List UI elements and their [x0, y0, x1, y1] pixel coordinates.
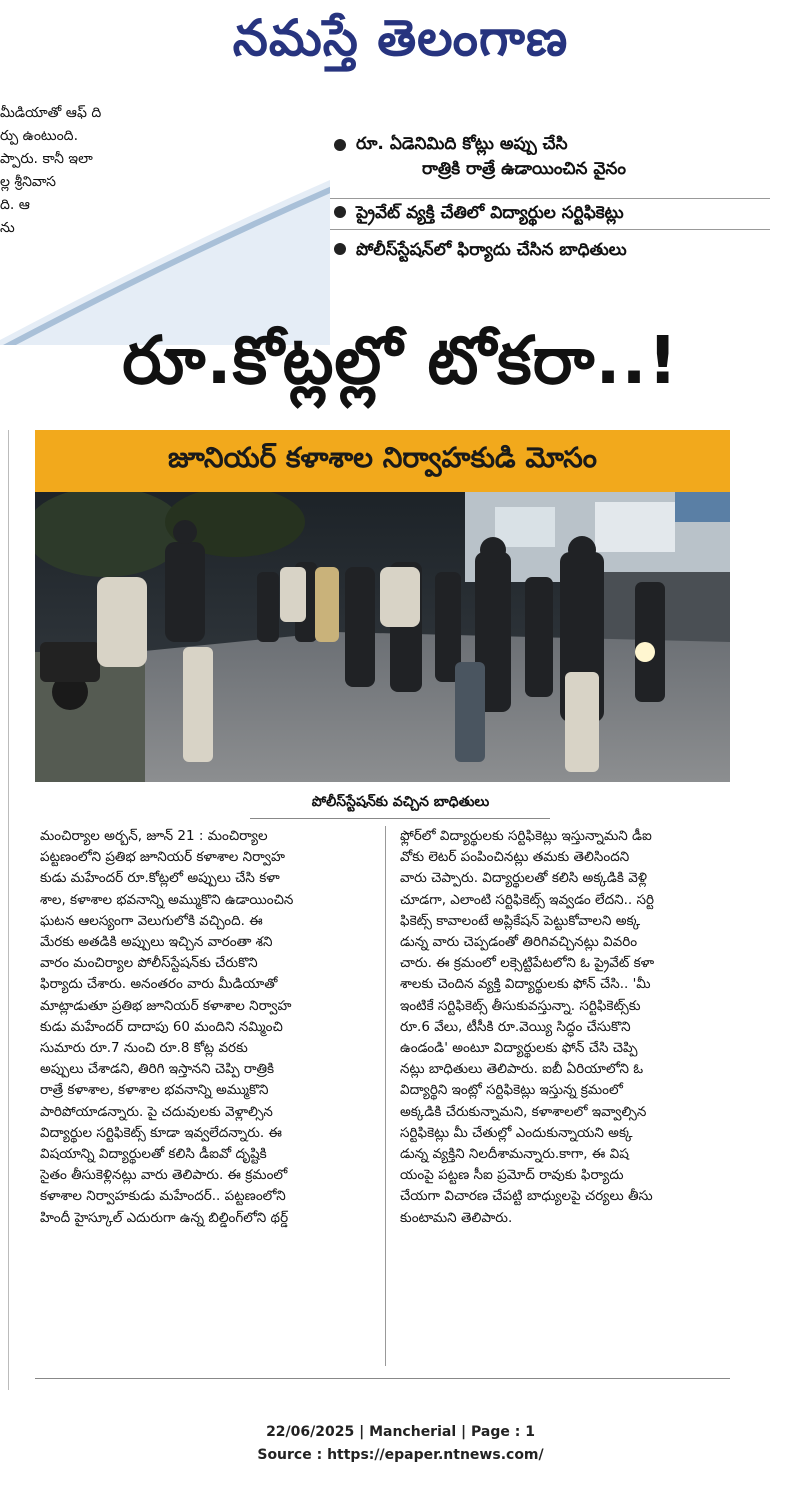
article-line: కుడు మహేందర్ రూ.కోట్లలో అప్పులు చేసి కళా: [40, 870, 280, 887]
article-line: నట్లు బాధితులు తెలిపారు. ఐబీ ఏరియాలోని ఓ: [400, 1061, 644, 1078]
article-column-2: [400, 826, 725, 1229]
article-line: డున్న వారు చెప్పడంతో తిరిగివచ్చినట్లు వివరిం: [400, 934, 638, 951]
article-line: వారం మంచిర్యాల పోలీస్‌స్టేషన్‌కు చేరుకొని: [40, 955, 258, 972]
bullet-item: [330, 132, 770, 190]
article-line: కుడు మహేందర్ దాదాపు 60 మందిని నమ్మించి: [40, 1018, 283, 1035]
adjacent-article-fragment: [0, 100, 330, 345]
newspaper-title: నమస్తే తెలంగాణ: [232, 8, 569, 67]
fragment-line: మీడియాతో ఆఫ్ ది: [0, 105, 102, 121]
bullet-icon: [334, 243, 346, 255]
article-line: వోకు లెటర్ పంపించినట్లు తమకు తెలిసిందని: [400, 849, 630, 866]
fragment-text: [0, 102, 101, 240]
article-line: మంచిర్యాల అర్బన్, జూన్ 21 : మంచిర్యాల: [40, 828, 268, 844]
subheadline-bullets: [330, 132, 770, 266]
bullet-item: [330, 236, 770, 266]
article-line: డున్న వ్యక్తిని నిలదీశామన్నారు.కాగా, ఈ విష: [400, 1146, 629, 1163]
article-line: కుంటామని తెలిపారు.: [400, 1209, 513, 1226]
article-line: ఉండండి' అంటూ విద్యార్థులకు ఫోన్ చేసి చెప్పి: [400, 1040, 638, 1057]
bullet-icon: [334, 139, 346, 151]
article-line: రూ.6 వేలు, టీసీకి రూ.వెయ్యి సిద్ధం చేసుకొని: [400, 1018, 631, 1035]
fragment-line: ది. ఆ: [0, 197, 30, 213]
article-line: సర్టిఫికెట్లు మీ చేతుల్లో ఎందుకున్నాయని అక్క: [400, 1124, 633, 1141]
page-info: 22/06/2025 | Mancherial | Page : 1: [266, 1424, 535, 1440]
main-headline: రూ.కోట్లల్లో టోకరా..!: [122, 322, 679, 399]
article-line: శాల, కళాశాల భవనాన్ని అమ్ముకొని ఉడాయించిన: [40, 891, 294, 908]
photo-caption: పోలీస్‌స్టేషన్‌కు వచ్చిన బాధితులు: [311, 794, 490, 810]
article-line: చూడగా, ఎలాంటి సర్టిఫికెట్స్ ఇవ్వడం లేదని.. సర్టి: [400, 891, 654, 908]
article-line: వారు చెప్పారు. విద్యార్థులతో కలిసి అక్కడికి వెళ్లి: [400, 870, 647, 887]
fragment-line: ను: [0, 220, 15, 236]
article-column-1: [40, 826, 365, 1229]
article-line: పారిపోయాడన్నారు. పై చదువులకు వెళ్లాల్సిన: [40, 1103, 273, 1120]
article-line: ఫ్లోర్‌లో విద్యార్థులకు సర్టిఫికెట్లు ఇస్తున్నామని డీఐ: [400, 828, 652, 844]
column-divider: [8, 430, 9, 1390]
street-scene-image: [35, 492, 730, 782]
article-line: విద్యార్థిని ఇంట్లో సర్టిఫికెట్లు ఇస్తున్న క్రమంలో: [400, 1082, 623, 1099]
article-line: ఫికెట్స్ కావాలంటే అప్లికేషన్ పెట్టుకోవాలని అక్క: [400, 912, 641, 929]
article-line: మేరకు అతడికి అప్పులు ఇచ్చిన వారంతా శని: [40, 934, 273, 951]
article-line: మాట్లాడుతూ ప్రతిభ జూనియర్ కళాశాల నిర్వాహ: [40, 997, 292, 1014]
article-line: పట్టణంలోని ప్రతిభ జూనియర్ కళాశాల నిర్వాహ: [40, 849, 285, 866]
bullet-item: [330, 198, 770, 230]
fragment-line: ప్పారు. కానీ ఇలా: [0, 151, 93, 167]
article-line: అక్కడికి చేరుకున్నామని, కళాశాలలో ఇవ్వాల్సిన: [400, 1103, 647, 1120]
bullet-icon: [334, 206, 346, 218]
banner-text: జూనియర్ కళాశాల నిర్వాహకుడి మోసం: [167, 441, 597, 474]
bullet-text: రాత్రికి రాత్రే ఉడాయించిన వైనం: [422, 159, 626, 179]
article-line: ఇంటికే సర్టిఫికెట్స్ తీసుకువస్తున్నా. సర్టిఫికెట్స్‌కు: [400, 997, 641, 1014]
article-line: శాలకు చెందిన వ్యక్తి విద్యార్థులకు ఫోన్ చేసి.. 'మీ: [400, 976, 651, 993]
article-line: ఫిర్యాదు చేశారు. అనంతరం వారు మీడియాతో: [40, 976, 278, 993]
fragment-line: ర్పు ఉంటుంది.: [0, 128, 79, 144]
article-line: యంపై పట్టణ సీఐ ప్రమోద్ రావుకు ఫిర్యాదు: [400, 1167, 624, 1184]
source-link[interactable]: Source : https://epaper.ntnews.com/: [257, 1447, 544, 1463]
caption-divider: [250, 818, 550, 819]
fragment-line: ల్ల శ్రీనివాస: [0, 174, 56, 190]
article-bottom-divider: [35, 1378, 730, 1379]
article-line: విద్యార్థుల సర్టిఫికెట్స్ కూడా ఇవ్వలేదన్నారు. ఈ: [40, 1124, 282, 1141]
article-line: అప్పులు చేశాడని, తిరిగి ఇస్తానని చెప్పి రాత్రికి: [40, 1061, 275, 1078]
article-line: కళాశాల నిర్వాహకుడు మహేందర్.. పట్టణంలోని: [40, 1188, 286, 1205]
article-line: సైతం తీసుకెళ్లినట్లు వారు తెలిపారు. ఈ క్రమంలో: [40, 1167, 288, 1184]
article-line: చారు. ఈ క్రమంలో లక్సెట్టిపేటలోని ఓ ప్రైవేట్ కళా: [400, 955, 655, 972]
column-divider: [385, 826, 386, 1366]
news-photo: [35, 492, 730, 782]
article-line: చేయగా విచారణ చేపట్టి బాధ్యులపై చర్యలు తీసు: [400, 1188, 653, 1205]
article-line: రాత్రే కళాశాల, కళాశాల భవనాన్ని అమ్ముకొని: [40, 1082, 269, 1099]
masthead-logo: [0, 0, 801, 88]
bullet-text: రూ. ఏడెనిమిది కోట్లు అప్పు చేసి: [356, 134, 568, 154]
article-line: సుమారు రూ.7 నుంచి రూ.8 కోట్ల వరకు: [40, 1040, 248, 1057]
article-line: విషయాన్ని విద్యార్థులతో కలిసి డీఐవో దృష్టికి: [40, 1146, 267, 1163]
article-line: హిందీ హైస్కూల్ ఎదురుగా ఉన్న బిల్డింగ్‌లోని థర్డ్: [40, 1209, 289, 1226]
subheading-banner: [35, 430, 730, 492]
article-line: ఘటన ఆలస్యంగా వెలుగులోకి వచ్చింది. ఈ: [40, 912, 263, 929]
bullet-text: ప్రైవేట్ వ్యక్తి చేతిలో విద్యార్థుల సర్టిఫికెట్లు: [356, 203, 624, 223]
bullet-text: పోలీస్‌స్టేషన్‌లో ఫిర్యాదు చేసిన బాధితులు: [356, 240, 627, 260]
